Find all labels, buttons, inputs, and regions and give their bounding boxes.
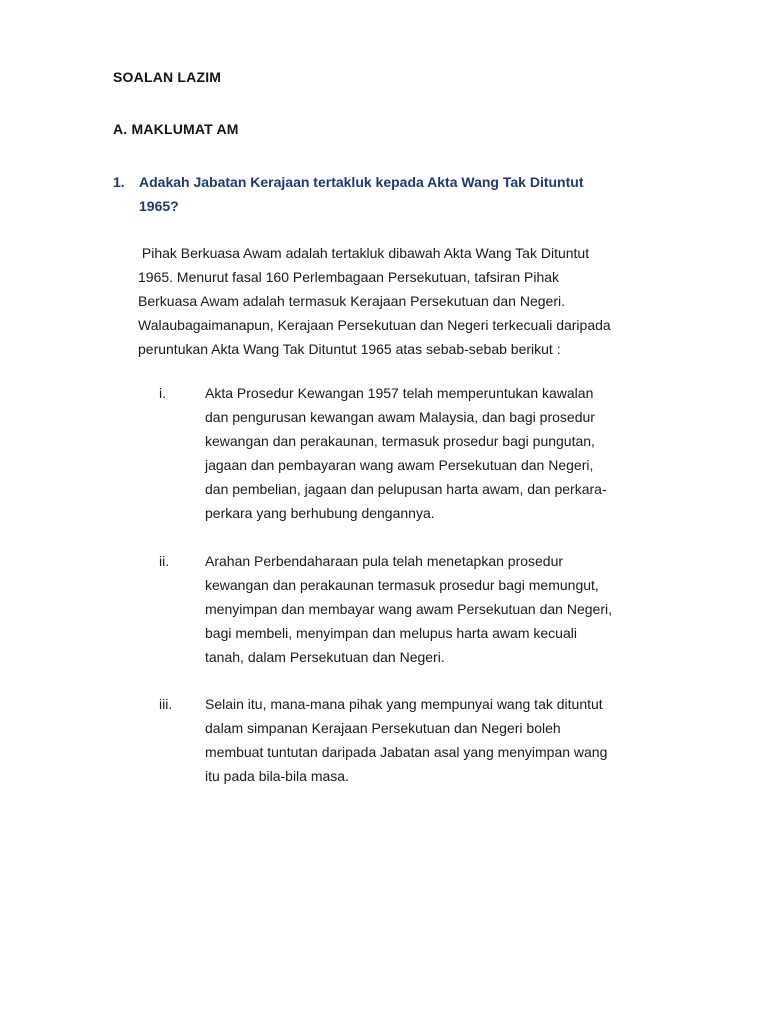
list-item-line: itu pada bila-bila masa. [205,768,349,784]
question-number: 1. [113,174,125,190]
list-item-line: kewangan dan perakaunan, termasuk prosedur bagi pungutan, [205,433,595,449]
list-item-text [205,549,625,669]
answer-line: Berkuasa Awam adalah termasuk Kerajaan Persekutuan dan Negeri. [138,293,565,309]
list-item-line: menyimpan dan membayar wang awam Persekutuan dan Negeri, [205,601,612,617]
list-item-number: ii. [159,553,170,569]
document-title: SOALAN LAZIM [113,69,222,85]
list-item-line: dan pengurusan kewangan awam Malaysia, dan bagi prosedur [205,409,595,425]
list-item-text [205,381,625,525]
list-item-line: perkara yang berhubung dengannya. [205,505,435,521]
question-line: 1965? [139,198,179,214]
answer-paragraph [138,241,611,361]
answer-line: 1965. Menurut fasal 160 Perlembagaan Persekutuan, tafsiran Pihak [138,269,560,285]
list-item-line: Arahan Perbendaharaan pula telah menetapkan prosedur [205,553,564,569]
list-item-line: jagaan dan pembayaran wang awam Persekutuan dan Negeri, [205,457,594,473]
list-item-line: tanah, dalam Persekutuan dan Negeri. [205,649,445,665]
list-item-number: iii. [159,696,173,712]
list-item-line: dalam simpanan Kerajaan Persekutuan dan Negeri boleh [205,720,561,736]
list-item-line: Akta Prosedur Kewangan 1957 telah memperuntukan kawalan [205,385,594,401]
answer-line: peruntukan Akta Wang Tak Dituntut 1965 atas sebab-sebab berikut : [138,341,561,357]
answer-line: Pihak Berkuasa Awam adalah tertakluk dibawah Akta Wang Tak Dituntut [138,245,590,261]
list-item-number: i. [159,385,166,401]
list-item-text [205,692,625,788]
section-heading: A. MAKLUMAT AM [113,121,239,137]
answer-line: Walaubagaimanapun, Kerajaan Persekutuan dan Negeri terkecuali daripada [138,317,611,333]
question-line: Adakah Jabatan Kerajaan tertakluk kepada Akta Wang Tak Dituntut [139,174,584,190]
list-item-line: kewangan dan perakaunan termasuk prosedur bagi memungut, [205,577,599,593]
list-item-line: bagi membeli, menyimpan dan melupus harta awam kecuali [205,625,577,641]
question-text [139,170,609,218]
list-item-line: dan pembelian, jagaan dan pelupusan harta awam, dan perkara- [205,481,607,497]
list-item-line: Selain itu, mana-mana pihak yang mempunyai wang tak dituntut [205,696,603,712]
list-item-line: membuat tuntutan daripada Jabatan asal yang menyimpan wang [205,744,608,760]
